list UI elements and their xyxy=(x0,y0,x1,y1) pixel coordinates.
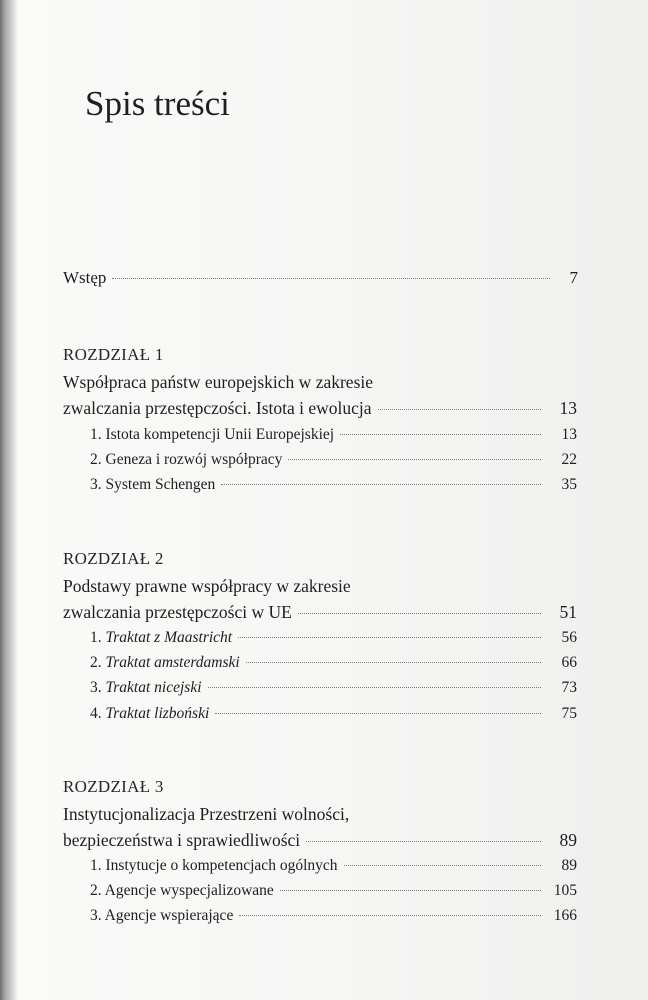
toc-entry-chapter-3[interactable] xyxy=(0,830,648,854)
page-title: Spis treści xyxy=(85,84,230,123)
section-number: 2. xyxy=(90,882,102,899)
toc-page-number: 66 xyxy=(561,654,577,671)
section-title: Traktat z Maastricht xyxy=(105,629,233,646)
chapter-title-line: Instytucjonalizacja Przestrzeni wolności, xyxy=(63,804,350,824)
dot-leader xyxy=(288,459,541,460)
toc-entry-chapter-1[interactable] xyxy=(0,398,648,422)
chapter-heading: ROZDZIAŁ 3 xyxy=(63,777,164,796)
toc-section[interactable] xyxy=(0,679,648,703)
toc-page-number: 89 xyxy=(559,830,577,850)
chapter-title-line: Współpraca państw europejskich w zakresie xyxy=(63,372,374,392)
toc-page-number: 13 xyxy=(561,426,577,443)
toc-page-number: 73 xyxy=(561,679,577,696)
dot-leader xyxy=(344,865,541,866)
toc-section[interactable] xyxy=(0,654,648,678)
section-number: 1. xyxy=(90,629,102,646)
toc-page-number: 89 xyxy=(561,857,577,874)
toc-section[interactable] xyxy=(0,629,648,653)
toc-page-number: 51 xyxy=(559,602,577,622)
toc-page-number: 75 xyxy=(561,705,577,722)
section-number: 3. xyxy=(90,476,102,493)
dot-leader xyxy=(246,662,541,663)
section-number: 1. xyxy=(90,857,102,874)
section-number: 2. xyxy=(90,654,102,671)
section-number: 2. xyxy=(90,451,102,468)
toc-entry-intro[interactable] xyxy=(0,268,648,292)
section-title: System Schengen xyxy=(105,476,216,493)
toc-section[interactable] xyxy=(0,476,648,500)
dot-leader xyxy=(378,409,541,410)
toc-section[interactable] xyxy=(0,907,648,931)
toc-entry-chapter-2[interactable] xyxy=(0,602,648,626)
toc-page-number: 13 xyxy=(559,398,577,418)
section-number: 3. xyxy=(90,679,102,696)
toc-entry-label: Wstęp xyxy=(63,268,107,287)
section-number: 1. xyxy=(90,426,102,443)
section-title: Instytucje o kompetencjach ogólnych xyxy=(105,857,338,874)
dot-leader xyxy=(239,915,541,916)
section-title: Istota kompetencji Unii Europejskiej xyxy=(105,426,335,443)
toc-section[interactable] xyxy=(0,451,648,475)
dot-leader xyxy=(280,890,541,891)
toc-section[interactable] xyxy=(0,705,648,729)
section-title: Geneza i rozwój współpracy xyxy=(105,451,283,468)
dot-leader xyxy=(208,687,541,688)
section-title: Agencje wspierające xyxy=(104,907,234,924)
toc-page-number: 105 xyxy=(553,882,577,899)
toc-page-number: 22 xyxy=(561,451,577,468)
toc-page-number: 166 xyxy=(553,907,577,924)
section-number: 4. xyxy=(90,705,102,722)
section-title: Traktat lizboński xyxy=(105,705,210,722)
dot-leader xyxy=(340,434,541,435)
dot-leader xyxy=(215,713,541,714)
dot-leader xyxy=(112,278,550,279)
chapter-title-line: Podstawy prawne współpracy w zakresie xyxy=(63,576,351,596)
dot-leader xyxy=(221,484,541,485)
dot-leader xyxy=(306,841,541,842)
toc-section[interactable] xyxy=(0,426,648,450)
toc-section[interactable] xyxy=(0,882,648,906)
section-title: Traktat amsterdamski xyxy=(105,654,240,671)
toc-page-number: 35 xyxy=(561,476,577,493)
chapter-heading: ROZDZIAŁ 2 xyxy=(63,549,164,568)
chapter-title-line: zwalczania przestępczości w UE xyxy=(63,602,292,622)
dot-leader xyxy=(238,637,541,638)
dot-leader xyxy=(298,613,541,614)
toc-page-number: 56 xyxy=(561,629,577,646)
chapter-title-line: bezpieczeństwa i sprawiedliwości xyxy=(63,830,301,850)
toc-page-number: 7 xyxy=(569,268,578,287)
section-number: 3. xyxy=(90,907,102,924)
section-title: Traktat nicejski xyxy=(105,679,202,696)
toc-section[interactable] xyxy=(0,857,648,881)
chapter-heading: ROZDZIAŁ 1 xyxy=(63,345,164,364)
chapter-title-line: zwalczania przestępczości. Istota i ewolucja xyxy=(63,398,372,418)
section-title: Agencje wyspecjalizowane xyxy=(104,882,274,899)
